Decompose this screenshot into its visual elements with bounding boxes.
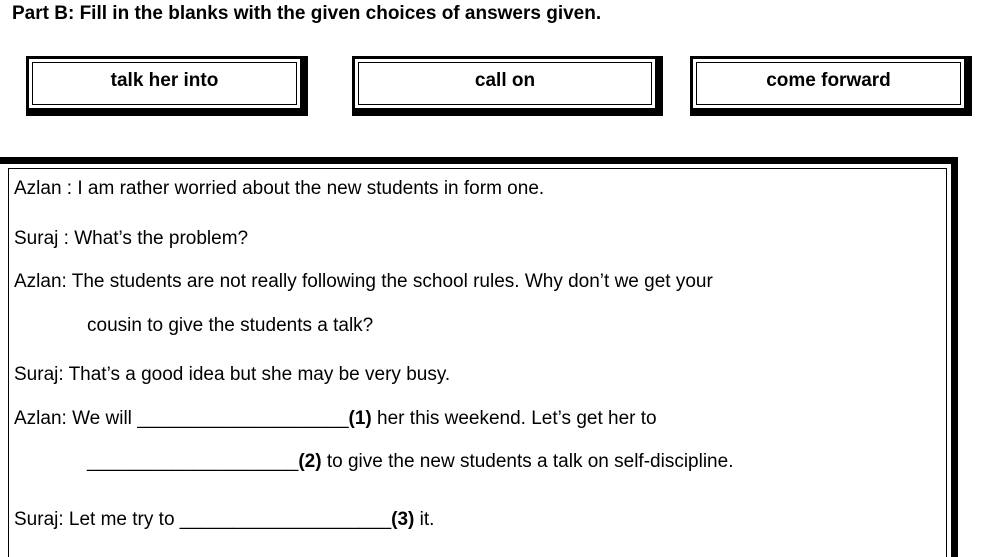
dialogue-line-blank-3 [14,508,434,532]
dialogue-text: Azlan: We will [14,408,138,429]
dialogue-line: Suraj : What’s the problem? [14,228,249,249]
answer-choice-text: call on [474,70,536,91]
dialogue-line-blank-1 [14,407,657,431]
page-heading: Part B: Fill in the blanks with the given choices of answers given. [12,3,602,24]
dialogue-line: Suraj: That’s a good idea but she may be very busy. [14,364,451,385]
answer-blank-3: ____________________ [179,509,392,530]
answer-choice-inner [696,62,961,105]
blank-number: (2) [298,451,322,472]
answer-blank-1: ____________________ [137,408,349,429]
dialogue-line: cousin to give the students a talk? [87,315,374,336]
answer-choice-text: come forward [766,70,891,91]
dialogue-line: Azlan: The students are not really following the school rules. Why don’t we get your [14,271,713,292]
answer-choice-text: talk her into [110,70,219,91]
dialogue-line-blank-2 [87,450,733,474]
dialogue-text: Suraj: Let me try to [14,509,180,530]
dialogue-text: her this weekend. Let’s get her to [371,408,657,429]
dialogue-text: to give the new students a talk on self-discipline. [321,451,734,472]
dialogue-frame [0,157,958,557]
answer-choice-box [26,56,308,116]
answer-blank-2: ____________________ [87,451,299,472]
answer-choice-inner [32,62,297,105]
blank-number: (1) [348,408,372,429]
answer-choice-inner [358,62,652,105]
blank-number: (3) [391,509,415,530]
dialogue-text: it. [414,509,435,530]
answer-choice-box [352,56,663,116]
answer-choice-box [690,56,972,116]
dialogue-line: Azlan : I am rather worried about the new students in form one. [14,178,545,199]
